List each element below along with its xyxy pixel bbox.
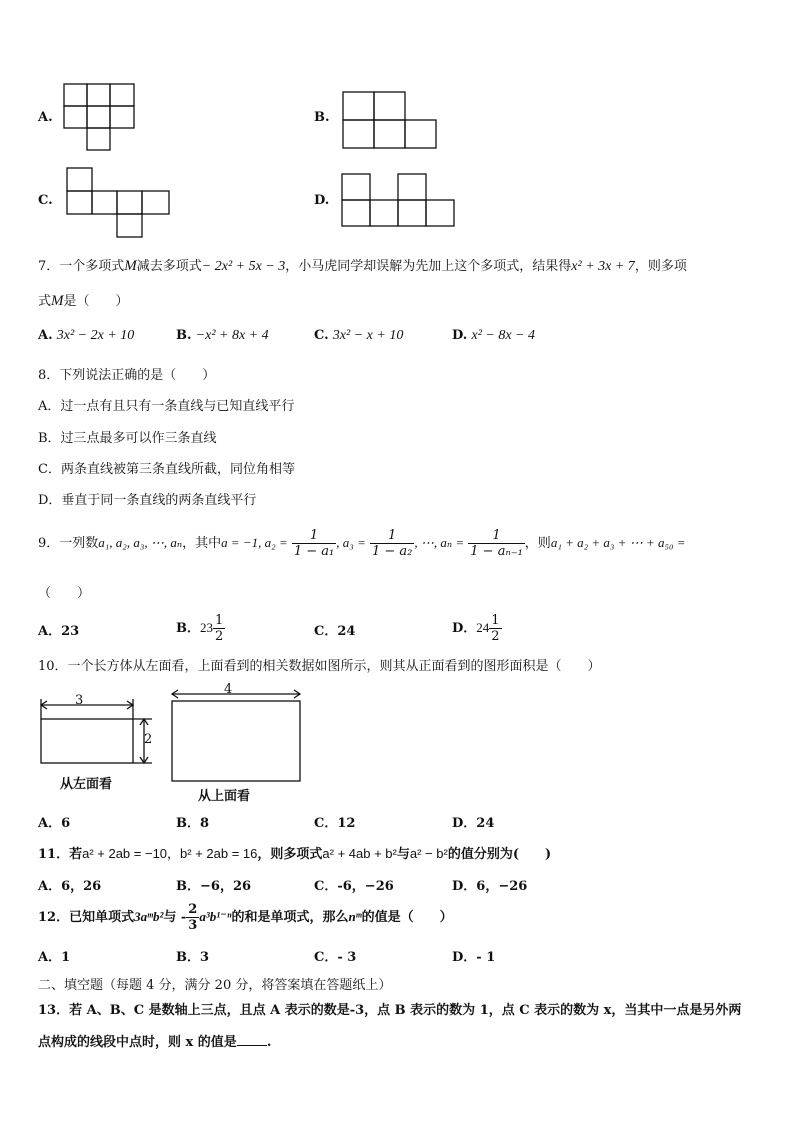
section2-heading: 二、填空题（每题 4 分，满分 20 分，将答案填在答题纸上）: [38, 978, 392, 993]
q12-lead: 12．已知单项式: [38, 910, 135, 925]
q12-mono2: a³b¹⁻ⁿ: [199, 909, 232, 924]
q10-left-caption: 从左面看: [60, 777, 113, 792]
q12-stem: [38, 897, 453, 938]
q6-option-a-label: A.: [38, 110, 53, 125]
q13-answer-blank[interactable]: [237, 1035, 267, 1046]
q6-option-c-label: C.: [38, 193, 53, 208]
q9-sep3: , a₃ =: [336, 535, 366, 550]
q11-cond1: a² + 2ab = −10: [82, 846, 168, 861]
q9-seq: a₁, a₂, a₃, ⋯, aₙ: [98, 535, 183, 550]
q11-option-a: [38, 875, 101, 894]
q9-option-a-value: 23: [61, 624, 80, 639]
q9-option-d-frac: [489, 613, 501, 644]
q11-option-c: [314, 875, 394, 894]
q13-line2-text: 点构成的线段中点时，则 x 的值是: [38, 1035, 237, 1050]
q9-lead: 9．一列数: [38, 536, 99, 551]
q9-option-b-num: 1: [215, 613, 224, 628]
q10-left-height: 2: [144, 732, 153, 747]
q9-option-b: [176, 608, 225, 649]
q12-option-d: [452, 946, 495, 965]
q13-end: .: [266, 1035, 272, 1050]
q7-text-d: ，则多项: [634, 259, 687, 274]
q6-figure-b: [343, 92, 439, 150]
q10-top-caption: 从上面看: [198, 789, 251, 804]
q12-option-d-value: - 1: [476, 950, 496, 965]
q7-text-c: ，小马虎同学却误解为先加上这个多项式，结果得: [285, 259, 572, 274]
q7-text-b: 减去多项式: [136, 259, 202, 274]
q7-option-c-label: C.: [314, 328, 329, 343]
q9-option-a: [38, 620, 79, 639]
q12-option-c-value: - 3: [337, 950, 357, 965]
q7-stem-line2: [38, 290, 129, 310]
q12-option-a-label: A．: [38, 950, 62, 965]
q12-tail: 的和是单项式，那么: [231, 910, 349, 925]
q9-fraction-1: [292, 528, 336, 559]
q11-option-c-value: -6，−26: [337, 879, 394, 894]
q9-option-d-whole: 24: [476, 620, 490, 635]
q10-option-d-label: D．: [452, 816, 477, 831]
q12-option-a: [38, 946, 70, 965]
q7-option-d-label: D.: [452, 328, 468, 343]
q9-fraction-n-den: 1 − aₙ₋₁: [470, 544, 523, 559]
q10-left-rect: [41, 719, 133, 763]
q10-option-d: [452, 812, 494, 831]
q12-fraction: [186, 902, 199, 933]
q7-expr1: − 2x² + 5x − 3: [201, 259, 286, 274]
q12-frac-num: 2: [188, 902, 198, 917]
q9-option-d-label: D．: [452, 621, 477, 636]
q10-option-c: [314, 812, 355, 831]
q7-text-a: 7．一个多项式: [38, 259, 125, 274]
q7-option-b-label: B.: [176, 328, 192, 343]
q7-option-c-expr: 3x² − x + 10: [332, 328, 404, 343]
q7-option-a-expr: 3x² − 2x + 10: [56, 328, 135, 343]
q6-figure-d: [342, 174, 458, 228]
q9-option-d: [452, 608, 502, 649]
q11-expr2: a² − b²: [409, 846, 448, 861]
q11-comma: ，: [167, 847, 181, 862]
q7-var-m-2: M: [51, 293, 64, 309]
q9-option-a-label: A．: [38, 624, 62, 639]
q9-fraction-n-num: 1: [468, 528, 525, 544]
q7-option-b-expr: −x² + 8x + 4: [195, 328, 269, 343]
q8-option-c: C．两条直线被第三条直线所截，同位角相等: [38, 462, 295, 477]
q9-option-b-whole: 23: [200, 620, 213, 635]
q9-option-b-frac: [213, 613, 225, 644]
q12-option-a-value: 1: [61, 950, 71, 965]
q7-var-m: M: [124, 258, 137, 274]
q11-mid: ，则多项式: [257, 847, 323, 862]
q6-figure-a: [64, 84, 140, 156]
q10-option-c-value: 12: [337, 816, 356, 831]
q10-option-a-label: A．: [38, 816, 62, 831]
q7-option-d-expr: x² − 8x − 4: [471, 328, 536, 343]
q9-fraction-2: [370, 528, 414, 559]
q8-option-b: B．过三点最多可以作三条直线: [38, 431, 217, 446]
q11-expr1: a² + 4ab + b²: [322, 846, 397, 861]
q10-left-view-figure: [38, 693, 158, 773]
q9-stem: [38, 523, 686, 564]
q12-yu: 与 -: [163, 910, 187, 925]
q6-option-d-label: D.: [314, 193, 330, 208]
q9-sum: a₁ + a₂ + a₃ + ⋯ + a₅₀ =: [550, 535, 686, 550]
q10-option-c-label: C．: [314, 816, 338, 831]
q9-fraction-2-num: 1: [370, 528, 414, 544]
q9-option-b-den: 2: [215, 629, 224, 644]
q10-option-b-value: 8: [200, 816, 210, 831]
q7-line2-a: 式: [38, 294, 52, 309]
q7-option-b: [176, 328, 269, 344]
q7-line2-b: 是（ ）: [63, 294, 129, 309]
q10-top-rect: [172, 701, 300, 781]
q11-option-b-value: −6，26: [200, 879, 252, 894]
q9-option-d-den: 2: [491, 629, 500, 644]
q11-lead: 11．若: [38, 847, 83, 862]
q9-sepn: , ⋯, aₙ =: [414, 535, 465, 550]
q12-option-d-label: D．: [452, 950, 477, 965]
q6-figure-c: [67, 168, 173, 240]
q9-option-b-label: B．: [176, 621, 200, 636]
q12-option-b-label: B．: [176, 950, 200, 965]
q8-stem: 8．下列说法正确的是（ ）: [38, 368, 216, 383]
q12-mono1: 3aᵐb²: [134, 909, 164, 924]
q8-option-a: A．过一点有且只有一条直线与已知直线平行: [38, 399, 295, 414]
q7-option-c: [314, 328, 403, 344]
q12-frac-den: 3: [188, 918, 198, 933]
q12-option-c: [314, 946, 356, 965]
q10-option-d-value: 24: [476, 816, 495, 831]
q10-option-b-label: B．: [176, 816, 200, 831]
q11-option-c-label: C．: [314, 879, 338, 894]
q9-fraction-1-den: 1 − a₁: [293, 544, 335, 559]
q9-option-c-value: 24: [337, 624, 356, 639]
q10-stem: 10．一个长方体从左面看，上面看到的相关数据如图所示，则其从正面看到的图形面积是（ ）: [38, 659, 601, 674]
q10-option-b: [176, 812, 209, 831]
q11-option-d-label: D．: [452, 879, 477, 894]
q9-option-c-label: C．: [314, 624, 338, 639]
q9-option-c: [314, 620, 355, 639]
q9-fraction-n: [468, 528, 525, 559]
q11-option-b-label: B．: [176, 879, 200, 894]
q10-top-view-figure: [168, 685, 308, 785]
q12-option-b-value: 3: [200, 950, 210, 965]
q9-fraction-1-num: 1: [292, 528, 336, 544]
q6-option-b-label: B.: [314, 110, 330, 125]
q13-line1: 13．若 A、B、C 是数轴上三点，且点 A 表示的数是-3，点 B 表示的数为 1，点 C 表示的数为 x，当其中一点是另外两: [38, 1003, 742, 1018]
q11-option-b: [176, 875, 251, 894]
q11-option-d-value: 6，−26: [476, 879, 528, 894]
q11-tail: 的值分别为( ): [447, 847, 552, 862]
q11-option-a-label: A．: [38, 879, 62, 894]
q9-fraction-2-den: 1 − a₂: [371, 544, 413, 559]
q8-option-d: D．垂直于同一条直线的两条直线平行: [38, 493, 257, 508]
q11-stem: [38, 843, 551, 862]
q10-top-width: 4: [224, 682, 233, 697]
q10-left-width: 3: [75, 693, 84, 708]
q12-option-b: [176, 946, 209, 965]
q12-option-c-label: C．: [314, 950, 338, 965]
q7-option-a-label: A.: [38, 328, 53, 343]
q7-option-a: [38, 328, 134, 344]
q12-nm: nᵐ: [348, 909, 362, 924]
q11-cond2: b² + 2ab = 16: [180, 846, 258, 861]
q10-option-a-value: 6: [61, 816, 71, 831]
q7-stem-line1: [38, 255, 687, 275]
q9-paren: （ ）: [38, 586, 91, 601]
q7-option-d: [452, 328, 535, 344]
q7-expr2: x² + 3x + 7: [571, 259, 635, 274]
q9-tail: ，则: [524, 536, 551, 551]
q9-option-d-num: 1: [491, 613, 500, 628]
q11-option-a-value: 6，26: [61, 879, 102, 894]
q11-option-d: [452, 875, 527, 894]
q9-a-eq: a = −1, a₂ =: [221, 535, 288, 550]
q9-mid: ，其中: [182, 536, 222, 551]
q11-yu: 与: [396, 847, 410, 862]
q10-option-a: [38, 812, 70, 831]
q13-line2: [38, 1031, 271, 1050]
q12-tail2: 的值是（ ）: [361, 910, 453, 925]
